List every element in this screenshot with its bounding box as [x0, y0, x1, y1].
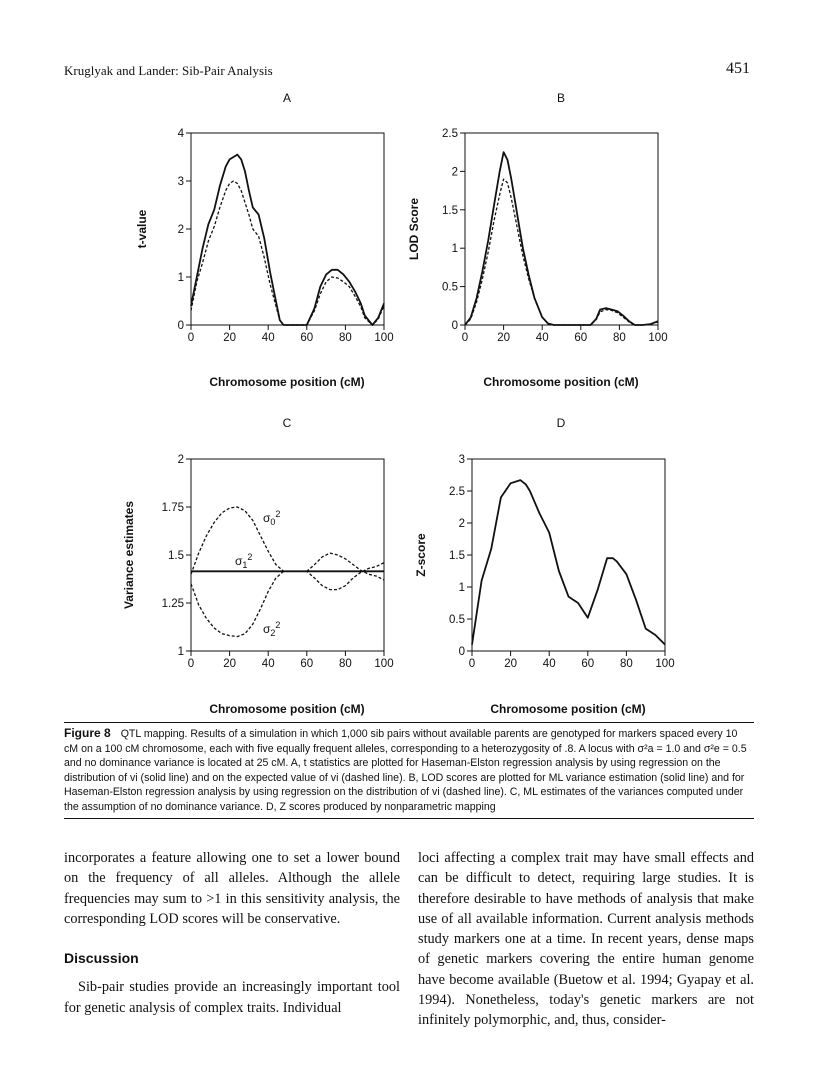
x-tick-label: 100	[374, 658, 394, 670]
caption-bottom-rule	[64, 818, 754, 819]
x-axis-label: Chromosome position (cM)	[209, 375, 365, 389]
x-tick-label: 100	[374, 332, 394, 344]
x-tick-label: 80	[613, 332, 626, 344]
x-tick-label: 60	[300, 332, 314, 344]
x-tick-label: 80	[339, 332, 352, 344]
running-head: Kruglyak and Lander: Sib-Pair Analysis	[64, 63, 273, 78]
y-axis-label: Variance estimates	[122, 500, 136, 610]
x-tick-label: 100	[648, 332, 668, 344]
x-tick-label: 0	[461, 332, 469, 344]
y-tick-label: 2.5	[442, 128, 458, 140]
panel-letter: C	[282, 416, 292, 430]
x-tick-label: 60	[581, 658, 595, 670]
x-axis-label: Chromosome position (cM)	[490, 702, 646, 716]
body-column-right	[418, 848, 754, 1031]
x-tick-label: 60	[574, 332, 588, 344]
y-tick-label: 2	[451, 166, 458, 179]
y-tick-label: 1.25	[161, 598, 184, 610]
x-tick-label: 40	[535, 332, 549, 344]
x-tick-label: 40	[261, 658, 275, 670]
y-tick-label: 1.5	[442, 204, 458, 217]
series-line-dashed	[191, 507, 384, 580]
plot-frame	[472, 459, 665, 651]
caption-top-rule	[64, 722, 754, 723]
panel-letter: B	[556, 91, 566, 105]
x-tick-label: 20	[504, 658, 517, 670]
y-tick-label: 3	[177, 176, 184, 188]
plot-frame	[465, 133, 658, 325]
sigma0-squared-label: $\sigma_0^2$	[263, 509, 281, 527]
x-tick-label: 20	[223, 332, 236, 344]
sigma2-squared-label: $\sigma_2^2$	[263, 620, 281, 638]
y-axis-label: Z-score	[414, 533, 428, 577]
y-tick-label: 0	[177, 320, 184, 332]
y-tick-label: 1.75	[161, 502, 184, 514]
body-paragraph: incorporates a feature allowing one to set a lower bound on the frequency of all alleles. Although the allele frequencies may sum to >1 in this sensitivity analysis, the corresponding LOD scores will be conservative.	[64, 850, 400, 927]
y-tick-label: 0.5	[442, 281, 458, 294]
y-axis-label: t-value	[135, 209, 149, 249]
x-tick-label: 20	[497, 332, 510, 344]
y-tick-label: 4	[177, 128, 184, 140]
series-line-solid	[191, 155, 384, 325]
body-paragraph: Sib-pair studies provide an increasingly important tool for genetic analysis of complex traits. Individual	[64, 979, 400, 1016]
x-tick-label: 40	[261, 332, 275, 344]
x-tick-label: 0	[468, 658, 476, 670]
y-tick-label: 1.5	[449, 550, 465, 562]
plot-frame	[191, 459, 384, 651]
x-tick-label: 40	[542, 658, 556, 670]
page-number: 451	[726, 60, 750, 77]
x-axis-label: Chromosome position (cM)	[483, 375, 639, 389]
y-tick-label: 0	[451, 320, 458, 332]
panel-letter: A	[282, 91, 292, 105]
body-paragraph: loci affecting a complex trait may have small effects and can be difficult to detect, requiring large studies. It is therefore desirable to have methods of analysis that make use of all available information. Current analysis methods study markers one at a time. In recent years, dense maps of genetic markers covering the entire human genome have become available (Buetow et al. 1994; Gyapay et al. 1994). Nonetheless, today's genetic markers are not infinitely polymorphic, and, thus, consider-	[418, 850, 754, 1029]
x-tick-label: 20	[223, 658, 236, 670]
figure-caption	[64, 726, 754, 814]
x-tick-label: 0	[187, 658, 195, 670]
body-column-left	[64, 848, 400, 1018]
y-tick-label: 0	[458, 646, 465, 658]
x-tick-label: 60	[300, 658, 314, 670]
y-tick-label: 2.5	[449, 486, 465, 498]
sigma1-squared-label: $\sigma_1^2$	[235, 552, 253, 570]
x-tick-label: 0	[187, 332, 195, 344]
y-tick-label: 1	[458, 582, 465, 594]
x-tick-label: 100	[655, 658, 675, 670]
section-heading: Discussion	[64, 950, 139, 967]
series-line-solid	[472, 480, 665, 644]
y-tick-label: 1	[451, 243, 458, 256]
y-tick-label: 2	[458, 518, 465, 530]
x-tick-label: 80	[339, 658, 352, 670]
series-line-solid	[465, 152, 658, 325]
y-axis-label: LOD Score	[407, 197, 421, 261]
x-axis-label: Chromosome position (cM)	[209, 702, 365, 716]
y-tick-label: 1.5	[168, 550, 184, 562]
y-tick-label: 3	[458, 454, 465, 466]
y-tick-label: 0.5	[449, 614, 465, 626]
series-line-dashed	[191, 181, 384, 325]
figure-label: Figure 8	[64, 726, 111, 740]
y-tick-label: 2	[177, 224, 184, 236]
series-line-dashed	[191, 563, 384, 637]
y-tick-label: 1	[177, 646, 184, 658]
y-tick-label: 2	[177, 454, 184, 466]
x-tick-label: 80	[620, 658, 633, 670]
caption-text: QTL mapping. Results of a simulation in which 1,000 sib pairs without available parents are genotyped for markers spaced every 10 cM on a 100 cM chromosome, each with five equally frequent alleles, corresponding to a heterozygosity of .8. A locus with σ²a = 1.0 and σ²e = 0.5 and no dominance variance is located at 25 cM. A, t statistics are plotted for Haseman-Elston regression analysis by using regression on the distribution of vi (solid line) and on the expected value of vi (dashed line). B, LOD scores are plotted for ML variance estimation (solid line) and for Haseman-Elston regression analysis by using regression on the distribution of vi (dashed line). C, ML estimates of the variances computed under the assumption of no dominance variance. D, Z scores produced by nonparametric mapping	[64, 728, 747, 813]
panel-letter: D	[556, 416, 566, 430]
y-tick-label: 1	[177, 272, 184, 284]
